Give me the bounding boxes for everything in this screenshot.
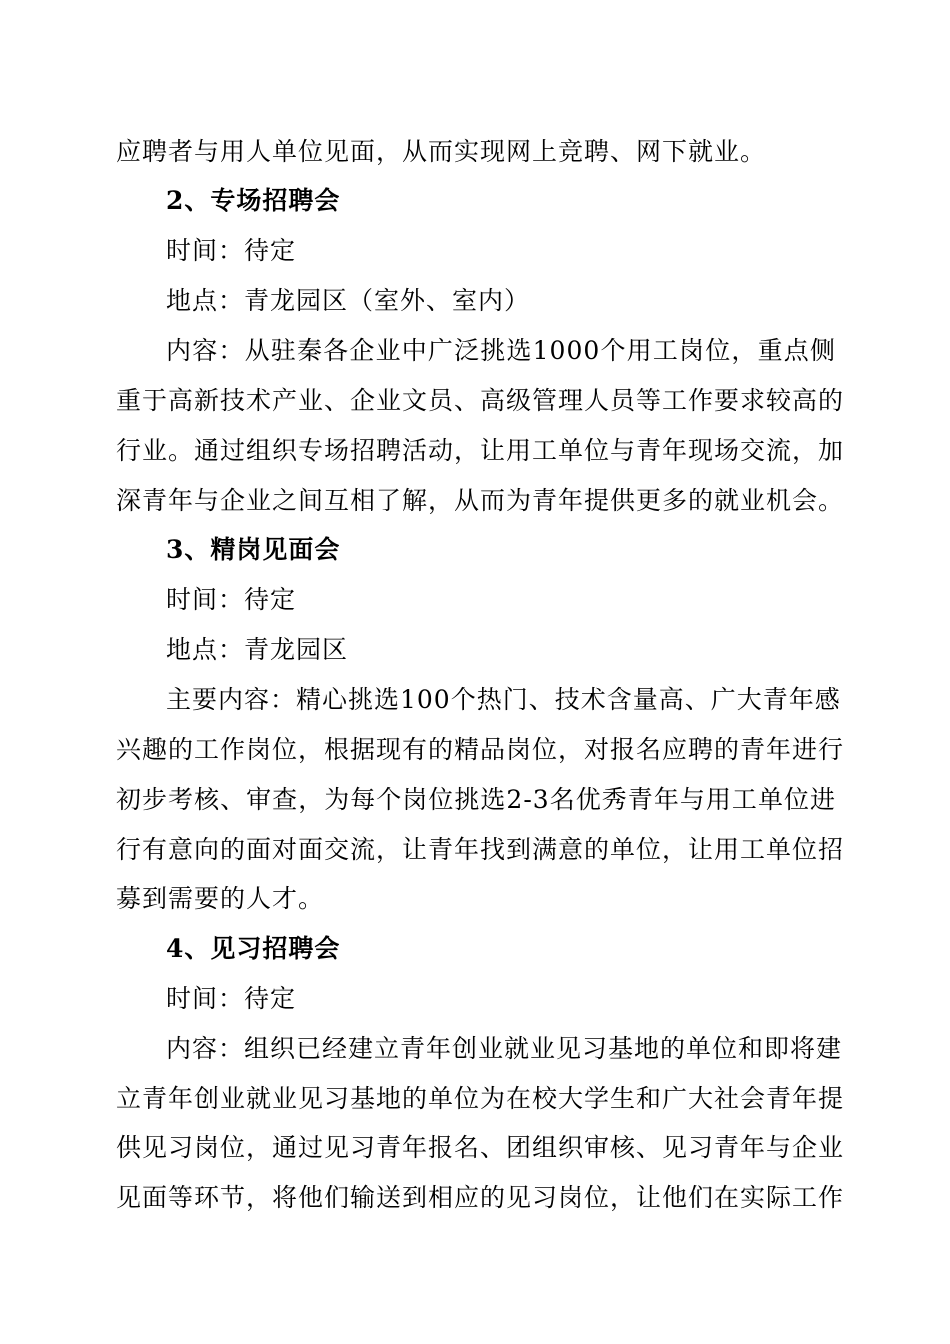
paragraph-line: 深青年与企业之间互相了解，从而为青年提供更多的就业机会。 xyxy=(116,486,845,515)
paragraph-line: 供见习岗位，通过见习青年报名、团组织审核、见习青年与企业 xyxy=(116,1133,845,1162)
paragraph-line: 内容：从驻秦各企业中广泛挑选1000个用工岗位，重点侧 xyxy=(166,336,836,365)
section-heading-2: 2、专场招聘会 xyxy=(166,186,341,215)
section-heading-3: 3、精岗见面会 xyxy=(166,535,341,564)
location-line: 地点：青龙园区（室外、室内） xyxy=(166,286,531,315)
time-line: 时间：待定 xyxy=(166,585,297,614)
paragraph-line: 募到需要的人才。 xyxy=(116,884,325,913)
location-line: 地点：青龙园区 xyxy=(166,635,349,664)
time-line: 时间：待定 xyxy=(166,236,297,265)
section-heading-4: 4、见习招聘会 xyxy=(166,934,341,963)
paragraph-line: 兴趣的工作岗位，根据现有的精品岗位，对报名应聘的青年进行 xyxy=(116,735,845,764)
time-line: 时间：待定 xyxy=(166,984,297,1013)
paragraph-line: 初步考核、审查，为每个岗位挑选2-3名优秀青年与用工单位进 xyxy=(116,785,836,814)
paragraph-line: 重于高新技术产业、企业文员、高级管理人员等工作要求较高的 xyxy=(116,386,845,415)
paragraph-line: 立青年创业就业见习基地的单位为在校大学生和广大社会青年提 xyxy=(116,1084,845,1113)
paragraph-line: 见面等环节，将他们输送到相应的见习岗位，让他们在实际工作 xyxy=(116,1183,845,1212)
paragraph-line: 行业。通过组织专场招聘活动，让用工单位与青年现场交流，加 xyxy=(116,436,845,465)
paragraph-line: 行有意向的面对面交流，让青年找到满意的单位，让用工单位招 xyxy=(116,835,845,864)
paragraph-line: 应聘者与用人单位见面，从而实现网上竞聘、网下就业。 xyxy=(116,137,767,166)
paragraph-line: 主要内容：精心挑选100个热门、技术含量高、广大青年感 xyxy=(166,685,841,714)
paragraph-line: 内容：组织已经建立青年创业就业见习基地的单位和即将建 xyxy=(166,1034,843,1063)
